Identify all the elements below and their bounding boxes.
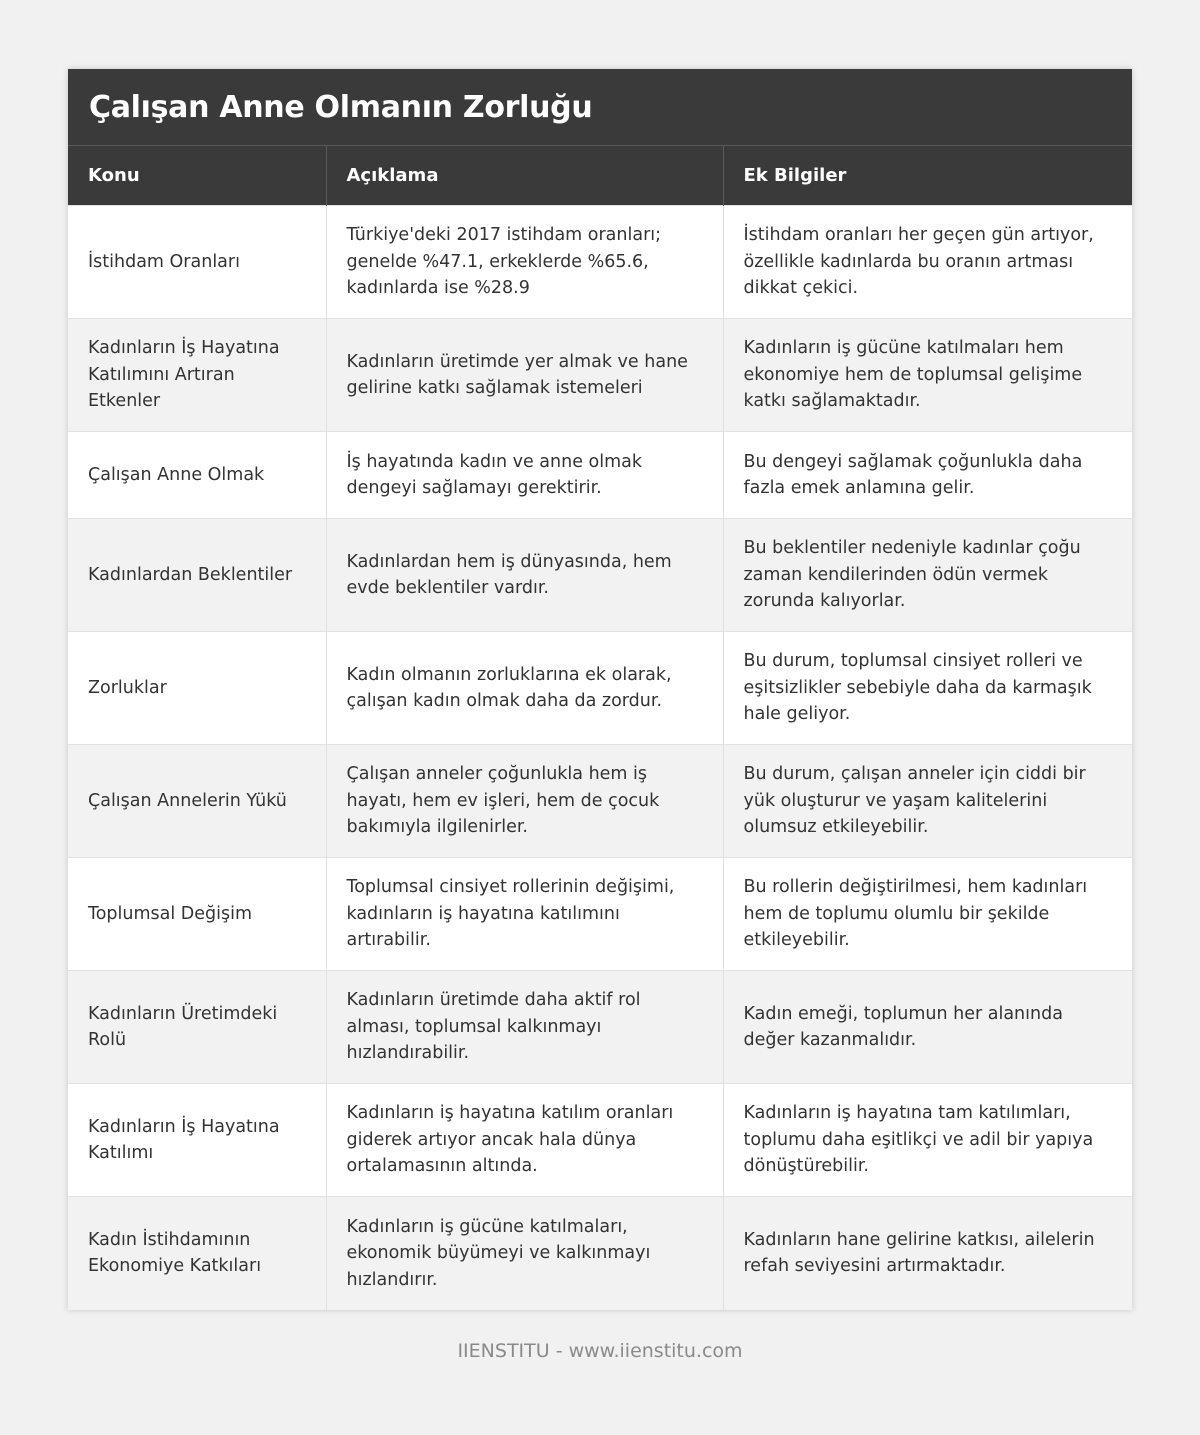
cell-topic: Çalışan Anne Olmak — [68, 432, 326, 519]
cell-description: Kadın olmanın zorluklarına ek olarak, çalışan kadın olmak daha da zordur. — [326, 632, 723, 745]
table-row — [68, 632, 1132, 745]
cell-topic: Kadınların İş Hayatına Katılımını Artıran Etkenler — [68, 319, 326, 432]
cell-topic: Toplumsal Değişim — [68, 858, 326, 971]
cell-description: Toplumsal cinsiyet rollerinin değişimi, kadınların iş hayatına katılımını artırabilir. — [326, 858, 723, 971]
cell-extra: Kadınların iş gücüne katılmaları hem ekonomiye hem de toplumsal gelişime katkı sağlamaktadır. — [723, 319, 1132, 432]
table-row — [68, 1197, 1132, 1310]
cell-extra: Bu beklentiler nedeniyle kadınlar çoğu zaman kendilerinden ödün vermek zorunda kalıyorlar. — [723, 519, 1132, 632]
cell-topic: Zorluklar — [68, 632, 326, 745]
cell-topic: Kadınların Üretimdeki Rolü — [68, 971, 326, 1084]
table-row — [68, 971, 1132, 1084]
cell-description: Çalışan anneler çoğunlukla hem iş hayatı, hem ev işleri, hem de çocuk bakımıyla ilgilenirler. — [326, 745, 723, 858]
cell-topic: Kadınlardan Beklentiler — [68, 519, 326, 632]
table-row — [68, 745, 1132, 858]
column-header-topic: Konu — [68, 146, 326, 206]
cell-description: Kadınların üretimde daha aktif rol alması, toplumsal kalkınmayı hızlandırabilir. — [326, 971, 723, 1084]
cell-topic: Çalışan Annelerin Yükü — [68, 745, 326, 858]
table-row — [68, 1084, 1132, 1197]
info-table — [68, 145, 1132, 1310]
footer-credit: IIENSTITU - www.iienstitu.com — [457, 1340, 743, 1362]
table-row — [68, 519, 1132, 632]
cell-description: Kadınların iş hayatına katılım oranları giderek artıyor ancak hala dünya ortalamasının altında. — [326, 1084, 723, 1197]
table-header-row — [68, 146, 1132, 206]
cell-description: Türkiye'deki 2017 istihdam oranları; genelde %47.1, erkeklerde %65.6, kadınlarda ise %28.9 — [326, 206, 723, 319]
page-title: Çalışan Anne Olmanın Zorluğu — [89, 89, 593, 125]
cell-extra: İstihdam oranları her geçen gün artıyor, özellikle kadınlarda bu oranın artması dikkat çekici. — [723, 206, 1132, 319]
cell-extra: Kadınların iş hayatına tam katılımları, toplumu daha eşitlikçi ve adil bir yapıya dönüştürebilir. — [723, 1084, 1132, 1197]
cell-topic: İstihdam Oranları — [68, 206, 326, 319]
cell-topic: Kadınların İş Hayatına Katılımı — [68, 1084, 326, 1197]
table-row — [68, 319, 1132, 432]
column-header-extra: Ek Bilgiler — [723, 146, 1132, 206]
cell-description: Kadınların üretimde yer almak ve hane gelirine katkı sağlamak istemeleri — [326, 319, 723, 432]
title-bar — [68, 69, 1132, 145]
table-row — [68, 206, 1132, 319]
cell-description: İş hayatında kadın ve anne olmak dengeyi sağlamayı gerektirir. — [326, 432, 723, 519]
cell-extra: Bu rollerin değiştirilmesi, hem kadınları hem de toplumu olumlu bir şekilde etkileyebilir. — [723, 858, 1132, 971]
cell-extra: Bu durum, çalışan anneler için ciddi bir yük oluşturur ve yaşam kalitelerini olumsuz etkileyebilir. — [723, 745, 1132, 858]
cell-description: Kadınların iş gücüne katılmaları, ekonomik büyümeyi ve kalkınmayı hızlandırır. — [326, 1197, 723, 1310]
cell-topic: Kadın İstihdamının Ekonomiye Katkıları — [68, 1197, 326, 1310]
cell-extra: Kadınların hane gelirine katkısı, ailelerin refah seviyesini artırmaktadır. — [723, 1197, 1132, 1310]
cell-extra: Bu durum, toplumsal cinsiyet rolleri ve eşitsizlikler sebebiyle daha da karmaşık hale geliyor. — [723, 632, 1132, 745]
table-row — [68, 432, 1132, 519]
table-row — [68, 858, 1132, 971]
cell-extra: Kadın emeği, toplumun her alanında değer kazanmalıdır. — [723, 971, 1132, 1084]
table-card — [68, 69, 1132, 1310]
cell-description: Kadınlardan hem iş dünyasında, hem evde beklentiler vardır. — [326, 519, 723, 632]
column-header-description: Açıklama — [326, 146, 723, 206]
cell-extra: Bu dengeyi sağlamak çoğunlukla daha fazla emek anlamına gelir. — [723, 432, 1132, 519]
